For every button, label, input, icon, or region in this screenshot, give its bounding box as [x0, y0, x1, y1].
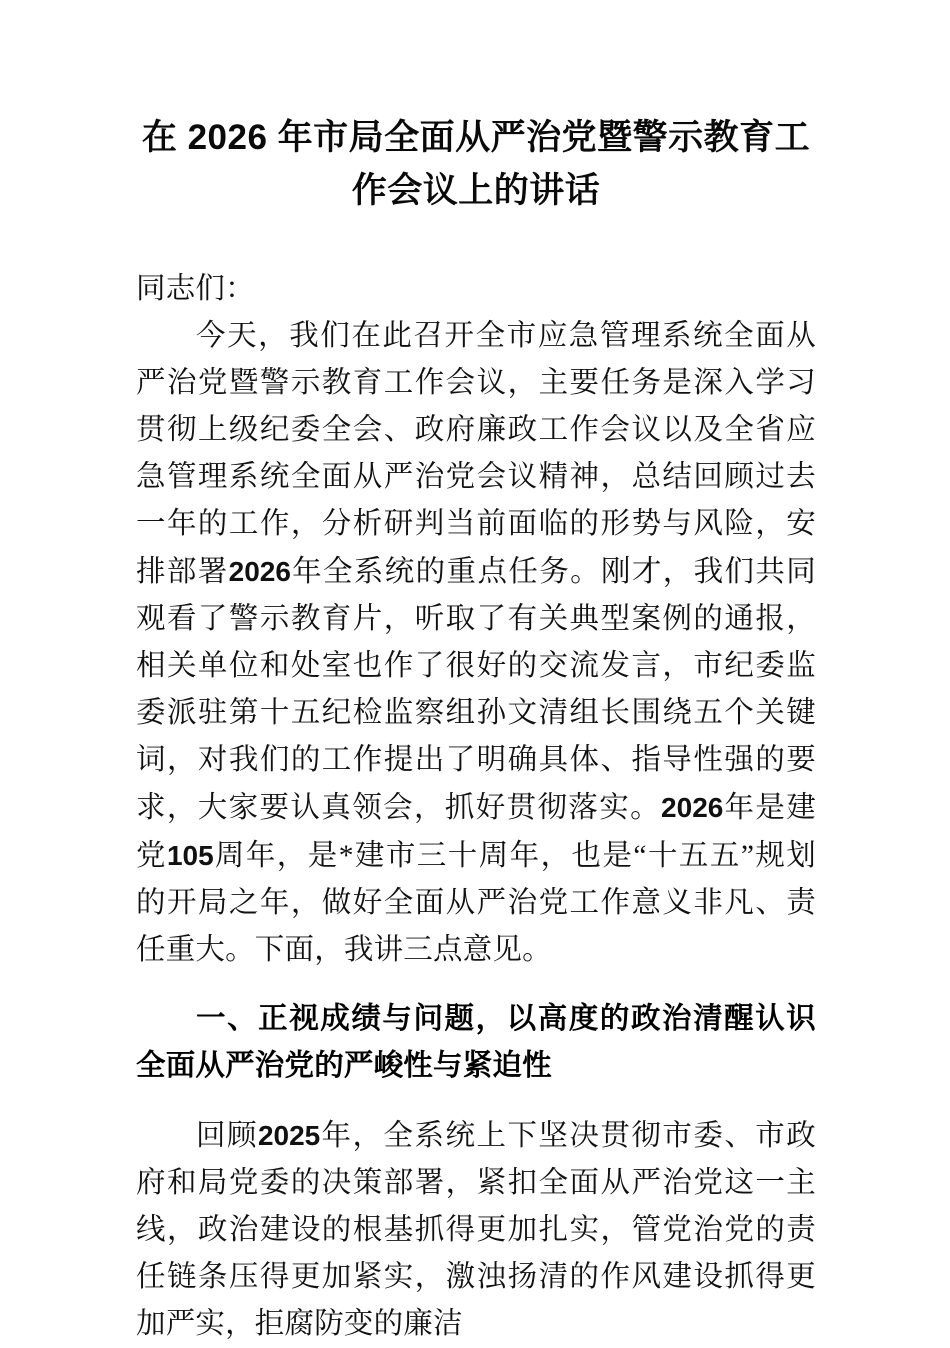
paragraph-opening: 今天，我们在此召开全市应急管理系统全面从严治党暨警示教育工作会议，主要任务是深入学习贯彻上级纪委全会、政府廉政工作会议以及全省应急管理系统全面从严治党会议精神，总结回顾过去一年的工作，分析研判当前面临的形势与风险，安排部署2026年全系统的重点任务。刚才，我们共同观看了警示教育片，听取了有关典型案例的通报，相关单位和处室也作了很好的交流发言，市纪委监委派驻第十五纪检监察组孙文清组长围绕五个关键词，对我们的工作提出了明确具体、指导性强的要求，大家要认真领会，抓好贯彻落实。2026年是建党105周年，是*建市三十周年，也是“十五五”规划的开局之年，做好全面从严治党工作意义非凡、责任重大。下面，我讲三点意见。 — [136, 320, 817, 966]
inline-number: 2026 — [661, 792, 724, 823]
heading-top-spacer — [136, 974, 816, 996]
section-heading-one: 一、正视成绩与问题，以高度的政治清醒认识全面从严治党的严峻性与紧迫性 — [136, 1003, 816, 1082]
asterisk-mark: * — [338, 840, 354, 872]
salutation: 同志们： — [136, 273, 255, 305]
inline-number: 2026 — [228, 556, 291, 587]
page-title — [136, 0, 816, 217]
inline-number: 105 — [166, 840, 214, 871]
page-title-line-1: 在 2026 年市局全面从严治党暨警示教育工 — [141, 118, 811, 157]
paragraph-section-one-body: 回顾2025年，全系统上下坚决贯彻市委、市政府和局党委的决策部署，紧扣全面从严治党这一主线，政治建设的根基抓得更加扎实，管党治党的责任链条压得更加紧实，激浊扬清的作风建设抓得更加严实，拒腐防变的廉洁 — [136, 1120, 816, 1340]
page-title-line-2: 作会议上的讲话 — [351, 171, 601, 210]
document-content — [136, 0, 816, 1348]
inline-number: 2025 — [257, 1120, 321, 1151]
title-body-spacer — [136, 217, 816, 266]
heading-bottom-spacer — [136, 1090, 816, 1112]
